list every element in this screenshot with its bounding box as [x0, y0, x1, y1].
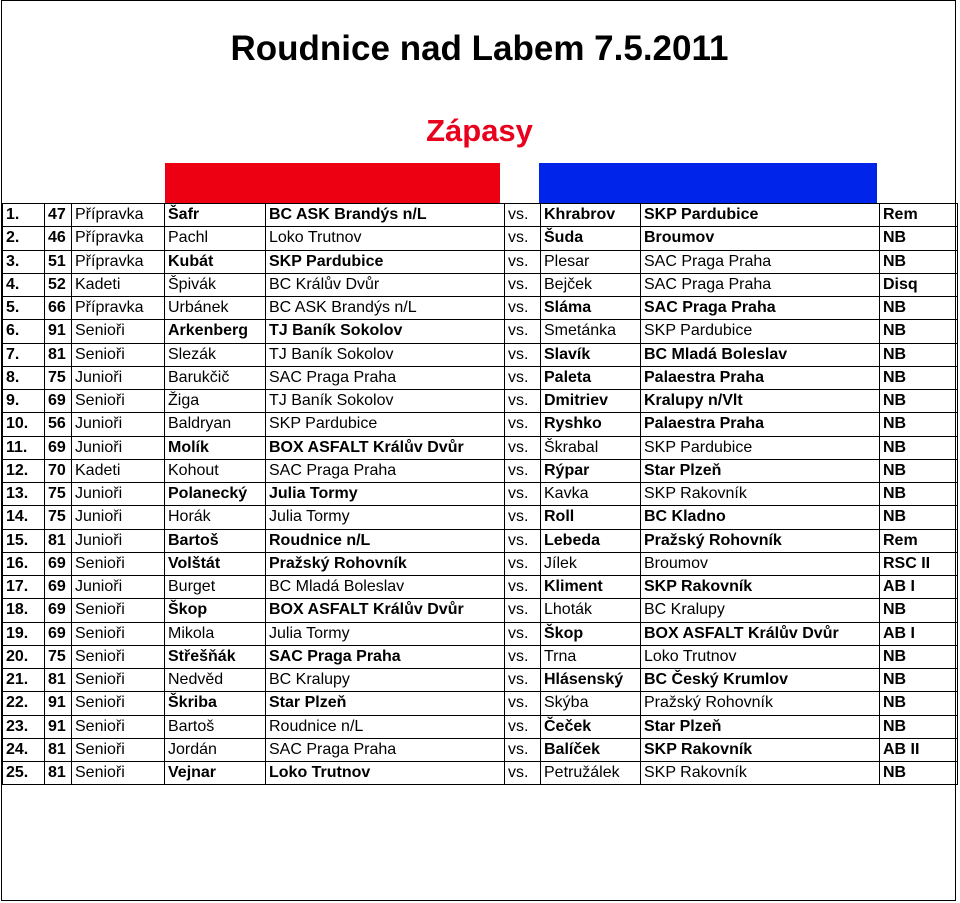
weight-class: 56 — [45, 413, 72, 436]
match-row — [3, 366, 958, 389]
blue-boxer-name: Šuda — [541, 227, 641, 250]
vs-label: vs. — [505, 250, 541, 273]
match-row — [3, 529, 958, 552]
category: Junioři — [72, 529, 165, 552]
blue-boxer-club: BC Český Krumlov — [641, 669, 880, 692]
vs-label: vs. — [505, 483, 541, 506]
weight-class: 69 — [45, 552, 72, 575]
match-number: 12. — [3, 459, 45, 482]
red-boxer-name: Urbánek — [165, 297, 266, 320]
weight-class: 52 — [45, 273, 72, 296]
weight-class: 81 — [45, 738, 72, 761]
category: Senioři — [72, 715, 165, 738]
blue-corner-bar — [539, 163, 877, 203]
match-number: 14. — [3, 506, 45, 529]
red-boxer-name: Špivák — [165, 273, 266, 296]
match-number: 18. — [3, 599, 45, 622]
match-number: 21. — [3, 669, 45, 692]
red-boxer-club: TJ Baník Sokolov — [266, 390, 505, 413]
match-result: NB — [880, 645, 958, 668]
blue-boxer-club: Star Plzeň — [641, 459, 880, 482]
weight-class: 69 — [45, 599, 72, 622]
vs-label: vs. — [505, 343, 541, 366]
vs-label: vs. — [505, 645, 541, 668]
red-boxer-club: SAC Praga Praha — [266, 738, 505, 761]
match-result: NB — [880, 459, 958, 482]
match-number: 10. — [3, 413, 45, 436]
match-result: Disq — [880, 273, 958, 296]
blue-boxer-name: Škrabal — [541, 436, 641, 459]
red-boxer-name: Mikola — [165, 622, 266, 645]
category: Junioři — [72, 576, 165, 599]
red-boxer-club: Loko Trutnov — [266, 227, 505, 250]
match-number: 5. — [3, 297, 45, 320]
match-number: 13. — [3, 483, 45, 506]
blue-boxer-club: SKP Rakovník — [641, 576, 880, 599]
blue-boxer-club: BC Kralupy — [641, 599, 880, 622]
red-boxer-name: Škop — [165, 599, 266, 622]
blue-boxer-club: SKP Rakovník — [641, 483, 880, 506]
vs-label: vs. — [505, 692, 541, 715]
red-boxer-club: BC Mladá Boleslav — [266, 576, 505, 599]
red-boxer-club: Julia Tormy — [266, 506, 505, 529]
match-number: 16. — [3, 552, 45, 575]
red-boxer-club: Loko Trutnov — [266, 762, 505, 785]
blue-boxer-club: SKP Pardubice — [641, 204, 880, 227]
blue-boxer-name: Lebeda — [541, 529, 641, 552]
match-row — [3, 483, 958, 506]
vs-label: vs. — [505, 552, 541, 575]
category: Senioři — [72, 692, 165, 715]
match-row — [3, 436, 958, 459]
red-boxer-name: Žiga — [165, 390, 266, 413]
category: Přípravka — [72, 250, 165, 273]
vs-label: vs. — [505, 273, 541, 296]
red-boxer-club: SAC Praga Praha — [266, 459, 505, 482]
weight-class: 51 — [45, 250, 72, 273]
match-result: AB I — [880, 622, 958, 645]
category: Kadeti — [72, 459, 165, 482]
weight-class: 81 — [45, 762, 72, 785]
blue-boxer-name: Balíček — [541, 738, 641, 761]
match-result: NB — [880, 227, 958, 250]
red-boxer-name: Volštát — [165, 552, 266, 575]
match-row — [3, 459, 958, 482]
red-boxer-club: Roudnice n/L — [266, 529, 505, 552]
blue-boxer-name: Bejček — [541, 273, 641, 296]
vs-label: vs. — [505, 762, 541, 785]
category: Senioři — [72, 552, 165, 575]
match-result: NB — [880, 250, 958, 273]
blue-boxer-name: Skýba — [541, 692, 641, 715]
blue-boxer-club: Star Plzeň — [641, 715, 880, 738]
match-row — [3, 738, 958, 761]
match-number: 17. — [3, 576, 45, 599]
red-boxer-name: Burget — [165, 576, 266, 599]
red-boxer-club: BOX ASFALT Králův Dvůr — [266, 599, 505, 622]
match-result: NB — [880, 320, 958, 343]
match-result: NB — [880, 343, 958, 366]
blue-boxer-club: BOX ASFALT Králův Dvůr — [641, 622, 880, 645]
match-result: NB — [880, 599, 958, 622]
match-row — [3, 715, 958, 738]
match-number: 20. — [3, 645, 45, 668]
match-row — [3, 552, 958, 575]
match-row — [3, 320, 958, 343]
red-boxer-name: Vejnar — [165, 762, 266, 785]
category: Senioři — [72, 390, 165, 413]
red-boxer-name: Šafr — [165, 204, 266, 227]
match-row — [3, 622, 958, 645]
red-boxer-name: Bartoš — [165, 529, 266, 552]
red-boxer-name: Pachl — [165, 227, 266, 250]
red-boxer-club: Pražský Rohovník — [266, 552, 505, 575]
blue-boxer-name: Kliment — [541, 576, 641, 599]
match-number: 7. — [3, 343, 45, 366]
red-boxer-club: BC ASK Brandýs n/L — [266, 204, 505, 227]
red-boxer-name: Molík — [165, 436, 266, 459]
red-boxer-name: Arkenberg — [165, 320, 266, 343]
category: Senioři — [72, 343, 165, 366]
red-boxer-club: SKP Pardubice — [266, 413, 505, 436]
match-result: Rem — [880, 204, 958, 227]
blue-boxer-name: Ryshko — [541, 413, 641, 436]
match-result: NB — [880, 390, 958, 413]
weight-class: 46 — [45, 227, 72, 250]
weight-class: 66 — [45, 297, 72, 320]
match-number: 25. — [3, 762, 45, 785]
match-row — [3, 645, 958, 668]
match-number: 19. — [3, 622, 45, 645]
blue-boxer-name: Škop — [541, 622, 641, 645]
blue-boxer-club: BC Mladá Boleslav — [641, 343, 880, 366]
category: Kadeti — [72, 273, 165, 296]
category: Senioři — [72, 622, 165, 645]
match-result: NB — [880, 715, 958, 738]
vs-label: vs. — [505, 576, 541, 599]
match-number: 11. — [3, 436, 45, 459]
blue-boxer-club: SKP Rakovník — [641, 762, 880, 785]
match-row — [3, 762, 958, 785]
red-boxer-name: Polanecký — [165, 483, 266, 506]
blue-boxer-name: Lhoták — [541, 599, 641, 622]
category: Senioři — [72, 669, 165, 692]
section-title: Zápasy — [426, 113, 533, 148]
weight-class: 75 — [45, 645, 72, 668]
weight-class: 91 — [45, 692, 72, 715]
blue-boxer-name: Smetánka — [541, 320, 641, 343]
red-boxer-club: SAC Praga Praha — [266, 366, 505, 389]
weight-class: 91 — [45, 320, 72, 343]
weight-class: 69 — [45, 436, 72, 459]
vs-label: vs. — [505, 436, 541, 459]
red-boxer-name: Nedvěd — [165, 669, 266, 692]
match-result: NB — [880, 506, 958, 529]
weight-class: 75 — [45, 483, 72, 506]
weight-class: 81 — [45, 529, 72, 552]
blue-boxer-name: Khrabrov — [541, 204, 641, 227]
match-number: 9. — [3, 390, 45, 413]
red-boxer-name: Barukčič — [165, 366, 266, 389]
vs-label: vs. — [505, 738, 541, 761]
weight-class: 75 — [45, 506, 72, 529]
blue-boxer-club: Palaestra Praha — [641, 366, 880, 389]
category: Junioři — [72, 366, 165, 389]
red-boxer-name: Horák — [165, 506, 266, 529]
category: Senioři — [72, 320, 165, 343]
match-row — [3, 413, 958, 436]
weight-class: 81 — [45, 343, 72, 366]
matches-table — [2, 203, 958, 785]
match-number: 6. — [3, 320, 45, 343]
category: Junioři — [72, 413, 165, 436]
vs-label: vs. — [505, 297, 541, 320]
match-number: 15. — [3, 529, 45, 552]
blue-boxer-club: SAC Praga Praha — [641, 273, 880, 296]
category: Senioři — [72, 762, 165, 785]
match-row — [3, 576, 958, 599]
match-number: 24. — [3, 738, 45, 761]
blue-boxer-name: Roll — [541, 506, 641, 529]
vs-label: vs. — [505, 506, 541, 529]
vs-label: vs. — [505, 599, 541, 622]
red-boxer-name: Škriba — [165, 692, 266, 715]
match-result: NB — [880, 366, 958, 389]
vs-label: vs. — [505, 529, 541, 552]
vs-label: vs. — [505, 459, 541, 482]
red-boxer-name: Bartoš — [165, 715, 266, 738]
match-row — [3, 343, 958, 366]
blue-boxer-club: Broumov — [641, 227, 880, 250]
vs-label: vs. — [505, 320, 541, 343]
match-result: NB — [880, 483, 958, 506]
vs-label: vs. — [505, 227, 541, 250]
weight-class: 69 — [45, 622, 72, 645]
vs-label: vs. — [505, 390, 541, 413]
category: Senioři — [72, 599, 165, 622]
red-boxer-club: BC Králův Dvůr — [266, 273, 505, 296]
match-number: 22. — [3, 692, 45, 715]
blue-boxer-name: Plesar — [541, 250, 641, 273]
match-number: 4. — [3, 273, 45, 296]
match-result: NB — [880, 297, 958, 320]
blue-boxer-club: SAC Praga Praha — [641, 250, 880, 273]
red-boxer-club: BOX ASFALT Králův Dvůr — [266, 436, 505, 459]
match-row — [3, 692, 958, 715]
vs-label: vs. — [505, 413, 541, 436]
match-row — [3, 390, 958, 413]
match-row — [3, 669, 958, 692]
vs-label: vs. — [505, 669, 541, 692]
category: Senioři — [72, 645, 165, 668]
red-boxer-name: Baldryan — [165, 413, 266, 436]
blue-boxer-club: Pražský Rohovník — [641, 692, 880, 715]
match-result: Rem — [880, 529, 958, 552]
weight-class: 91 — [45, 715, 72, 738]
blue-boxer-name: Petružálek — [541, 762, 641, 785]
blue-boxer-club: Kralupy n/Vlt — [641, 390, 880, 413]
category: Junioři — [72, 483, 165, 506]
blue-boxer-name: Jílek — [541, 552, 641, 575]
match-row — [3, 599, 958, 622]
match-row — [3, 506, 958, 529]
red-boxer-name: Kubát — [165, 250, 266, 273]
weight-class: 81 — [45, 669, 72, 692]
vs-label: vs. — [505, 715, 541, 738]
category: Junioři — [72, 436, 165, 459]
match-result: NB — [880, 413, 958, 436]
vs-label: vs. — [505, 622, 541, 645]
weight-class: 69 — [45, 390, 72, 413]
match-row — [3, 273, 958, 296]
blue-boxer-club: SKP Pardubice — [641, 436, 880, 459]
vs-label: vs. — [505, 366, 541, 389]
blue-boxer-name: Rýpar — [541, 459, 641, 482]
blue-boxer-club: Broumov — [641, 552, 880, 575]
red-boxer-club: SKP Pardubice — [266, 250, 505, 273]
match-number: 2. — [3, 227, 45, 250]
blue-boxer-club: SAC Praga Praha — [641, 297, 880, 320]
weight-class: 69 — [45, 576, 72, 599]
red-boxer-club: Julia Tormy — [266, 483, 505, 506]
red-boxer-name: Jordán — [165, 738, 266, 761]
match-row — [3, 227, 958, 250]
blue-boxer-club: SKP Pardubice — [641, 320, 880, 343]
blue-boxer-club: Loko Trutnov — [641, 645, 880, 668]
red-boxer-club: BC Kralupy — [266, 669, 505, 692]
weight-class: 47 — [45, 204, 72, 227]
blue-boxer-name: Čeček — [541, 715, 641, 738]
match-number: 3. — [3, 250, 45, 273]
blue-boxer-club: SKP Rakovník — [641, 738, 880, 761]
blue-boxer-name: Paleta — [541, 366, 641, 389]
match-result: AB I — [880, 576, 958, 599]
match-number: 1. — [3, 204, 45, 227]
red-boxer-club: Roudnice n/L — [266, 715, 505, 738]
red-boxer-club: TJ Baník Sokolov — [266, 320, 505, 343]
red-boxer-name: Slezák — [165, 343, 266, 366]
match-result: NB — [880, 692, 958, 715]
blue-boxer-name: Trna — [541, 645, 641, 668]
match-result: AB II — [880, 738, 958, 761]
blue-boxer-club: Pražský Rohovník — [641, 529, 880, 552]
blue-boxer-name: Kavka — [541, 483, 641, 506]
match-row — [3, 204, 958, 227]
category: Junioři — [72, 506, 165, 529]
category: Přípravka — [72, 227, 165, 250]
match-number: 8. — [3, 366, 45, 389]
weight-class: 75 — [45, 366, 72, 389]
category: Senioři — [72, 738, 165, 761]
weight-class: 70 — [45, 459, 72, 482]
vs-label: vs. — [505, 204, 541, 227]
red-boxer-name: Střešňák — [165, 645, 266, 668]
red-boxer-name: Kohout — [165, 459, 266, 482]
match-result: NB — [880, 762, 958, 785]
red-boxer-club: BC ASK Brandýs n/L — [266, 297, 505, 320]
blue-boxer-club: Palaestra Praha — [641, 413, 880, 436]
red-boxer-club: Star Plzeň — [266, 692, 505, 715]
match-row — [3, 250, 958, 273]
red-boxer-club: SAC Praga Praha — [266, 645, 505, 668]
match-result: NB — [880, 436, 958, 459]
blue-boxer-name: Hlásenský — [541, 669, 641, 692]
match-row — [3, 297, 958, 320]
blue-boxer-name: Slavík — [541, 343, 641, 366]
red-boxer-club: Julia Tormy — [266, 622, 505, 645]
match-result: RSC II — [880, 552, 958, 575]
red-corner-bar — [165, 163, 500, 203]
blue-boxer-name: Sláma — [541, 297, 641, 320]
category: Přípravka — [72, 204, 165, 227]
blue-boxer-name: Dmitriev — [541, 390, 641, 413]
page-title: Roudnice nad Labem 7.5.2011 — [230, 29, 729, 68]
blue-boxer-club: BC Kladno — [641, 506, 880, 529]
results-sheet — [1, 0, 956, 901]
match-result: NB — [880, 669, 958, 692]
red-boxer-club: TJ Baník Sokolov — [266, 343, 505, 366]
category: Přípravka — [72, 297, 165, 320]
match-number: 23. — [3, 715, 45, 738]
